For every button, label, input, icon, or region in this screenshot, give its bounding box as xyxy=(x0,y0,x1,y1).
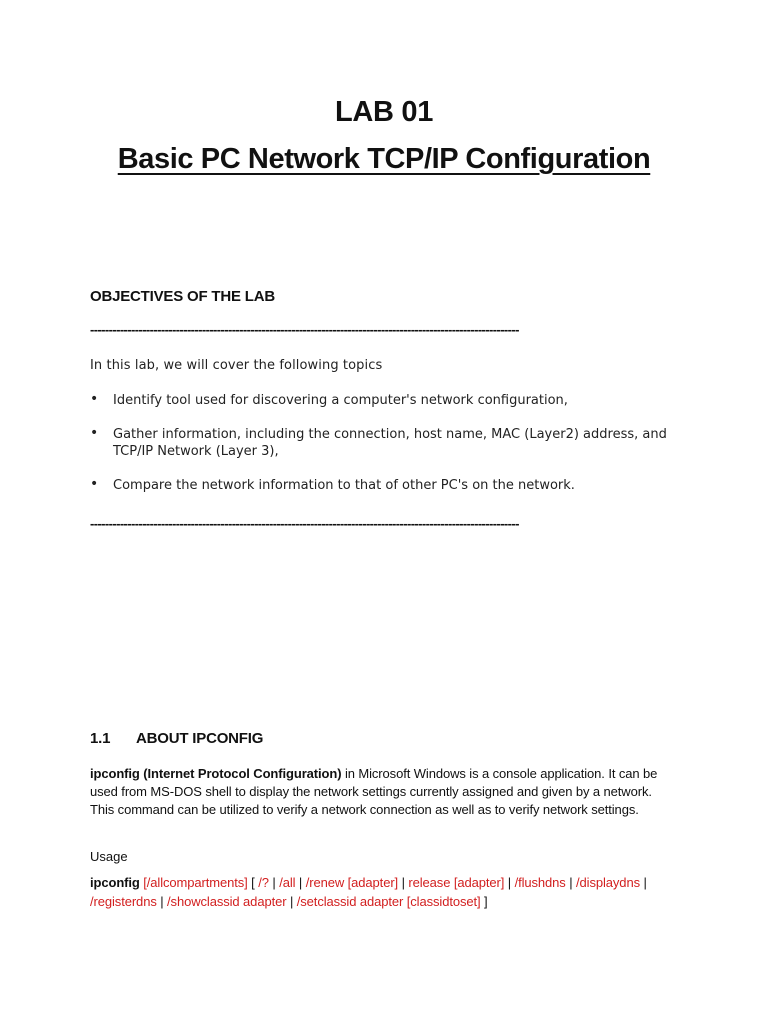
topic-text: Identify tool used for discovering a computer's network configuration, xyxy=(113,393,568,408)
usage-separator: | xyxy=(156,894,168,909)
usage-option: /setclassid adapter [classidtoset] xyxy=(296,894,481,909)
ipconfig-description xyxy=(90,765,670,819)
bullet-icon: • xyxy=(90,391,99,407)
usage-separator: | xyxy=(639,875,647,890)
ipconfig-term: ipconfig (Internet Protocol Configuration) xyxy=(90,766,342,781)
usage-option: /all xyxy=(279,875,296,890)
usage-separator: | xyxy=(504,875,515,890)
usage-option: /showclassid adapter xyxy=(167,894,287,909)
usage-separator: | xyxy=(565,875,577,890)
section-heading xyxy=(90,730,263,747)
divider-bottom: ------------------------------------------------------------------------------------------------------------------- xyxy=(90,516,519,531)
usage-syntax xyxy=(90,873,670,911)
usage-option: /renew [adapter] xyxy=(305,875,399,890)
usage-tokens xyxy=(90,875,647,909)
usage-option: release [adapter] xyxy=(408,875,505,890)
usage-separator: ] xyxy=(480,894,488,909)
usage-separator: | xyxy=(286,894,297,909)
bullet-icon: • xyxy=(90,425,99,441)
usage-option: /displaydns xyxy=(576,875,640,890)
usage-separator: [ xyxy=(247,875,259,890)
topics-list xyxy=(90,392,670,511)
objectives-intro: In this lab, we will cover the following topics xyxy=(90,358,383,373)
title-block xyxy=(0,90,768,181)
usage-separator: | xyxy=(295,875,306,890)
topic-text: Gather information, including the connection, host name, MAC (Layer2) address, and TCP/IP Network (Layer 3), xyxy=(113,427,667,459)
usage-option: [/allcompartments] xyxy=(143,875,248,890)
usage-separator: | xyxy=(398,875,409,890)
usage-option: /flushdns xyxy=(514,875,566,890)
list-item xyxy=(90,477,670,494)
list-item xyxy=(90,392,670,409)
list-item xyxy=(90,426,670,460)
section-number: 1.1 xyxy=(90,730,111,747)
ipconfig-description-text: in Microsoft Windows is a console application. It can be used from MS-DOS shell to display the network settings currently assigned and given by a network. This command can be utilized to verify a network connection as well as to verify network settings. xyxy=(90,766,658,817)
command-name: ipconfig xyxy=(90,875,140,890)
bullet-icon: • xyxy=(90,476,99,492)
topic-text: Compare the network information to that of other PC's on the network. xyxy=(113,478,575,493)
divider-top: ------------------------------------------------------------------------------------------------------------------- xyxy=(90,322,519,337)
objectives-heading: OBJECTIVES OF THE LAB xyxy=(90,288,275,305)
usage-separator: | xyxy=(268,875,280,890)
section-title: ABOUT IPCONFIG xyxy=(136,730,264,747)
lab-title: Basic PC Network TCP/IP Configuration xyxy=(117,143,651,175)
usage-label: Usage xyxy=(90,849,128,864)
usage-option: /registerdns xyxy=(90,894,157,909)
usage-option: /? xyxy=(258,875,269,890)
lab-number: LAB 01 xyxy=(334,96,434,128)
